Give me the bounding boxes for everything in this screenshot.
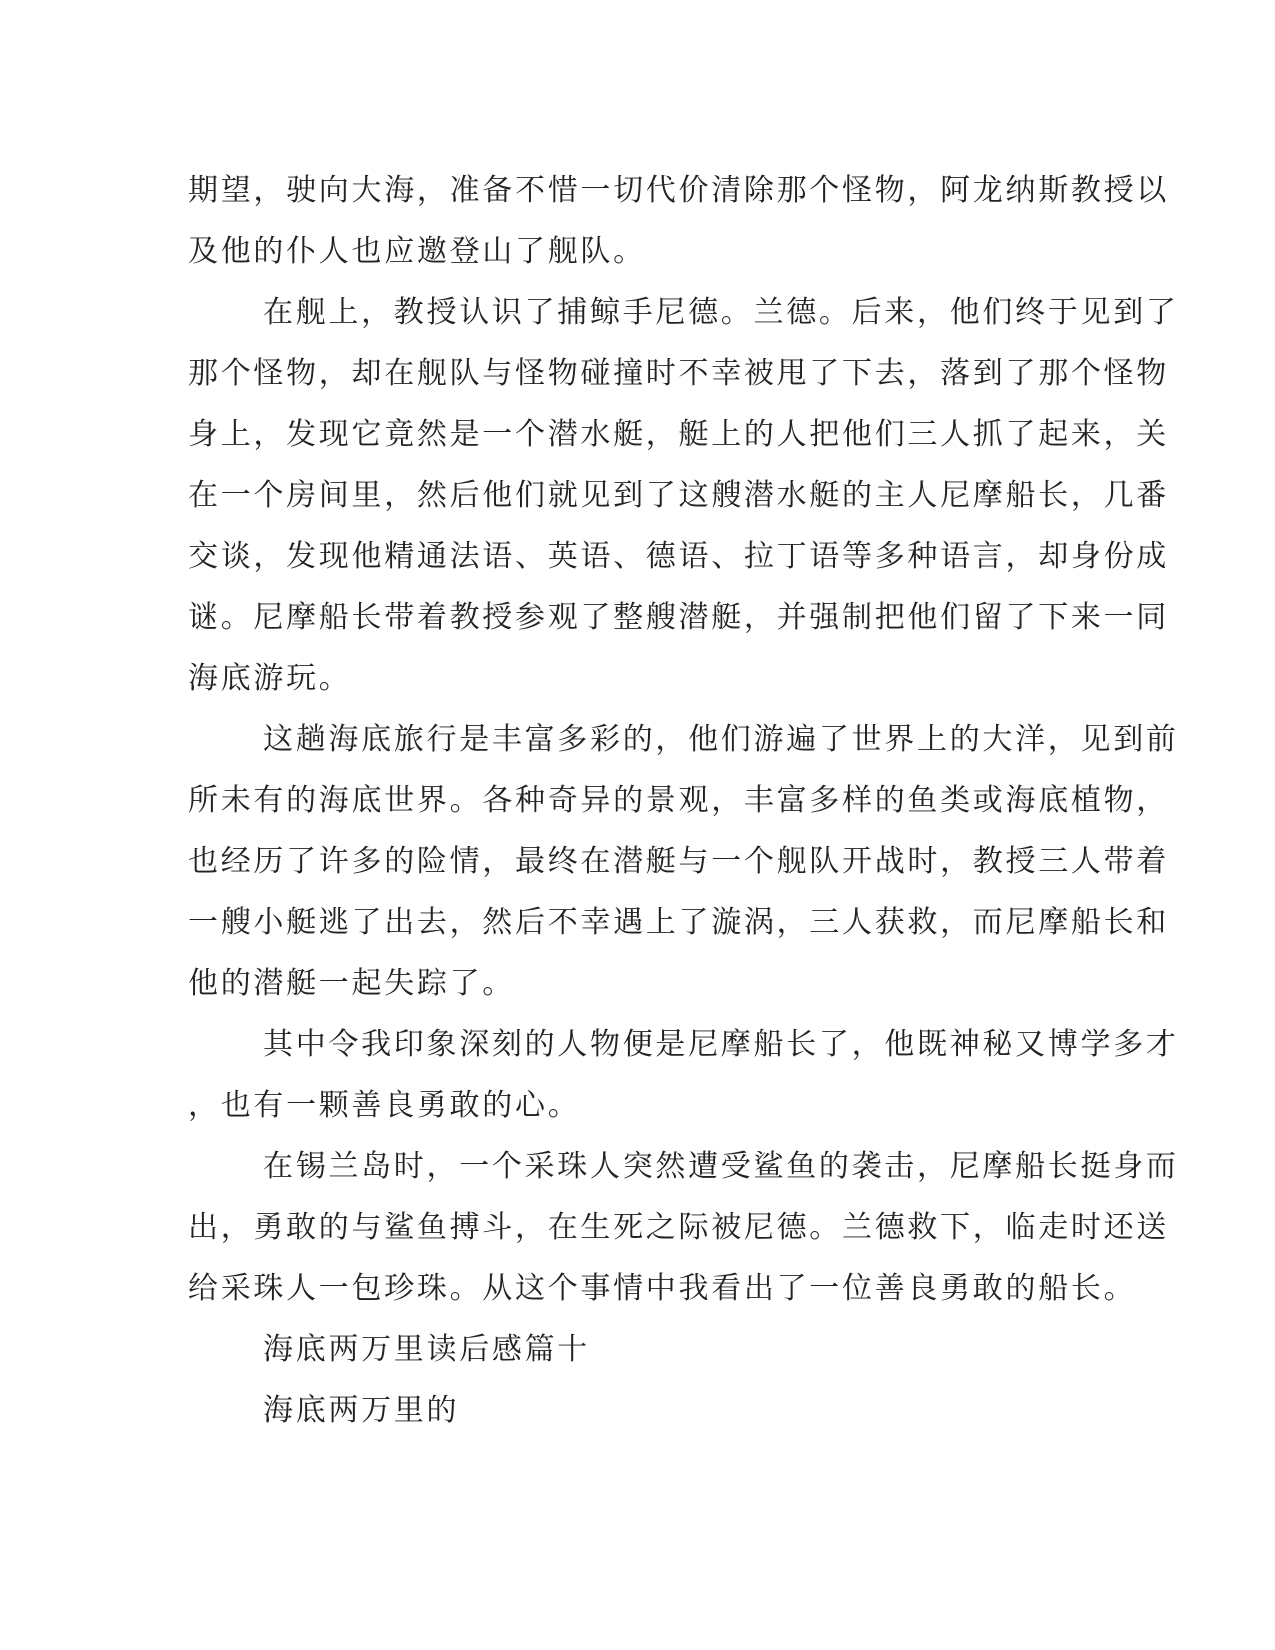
text-line: 这趟海底旅行是丰富多彩的，他们游遍了世界上的大洋，见到前 — [263, 722, 1179, 757]
paragraph-3 — [188, 709, 1179, 1014]
paragraph-5 — [188, 1136, 1179, 1319]
text-line: 及他的仆人也应邀登山了舰队。 — [188, 234, 646, 269]
text-line: 海底两万里的 — [263, 1393, 460, 1428]
text-line: 那个怪物，却在舰队与怪物碰撞时不幸被甩了下去，落到了那个怪物 — [188, 356, 1169, 391]
text-line: 一艘小艇逃了出去，然后不幸遇上了漩涡，三人获救，而尼摩船长和 — [188, 905, 1169, 940]
heading-line: 海底两万里读后感篇十 — [263, 1332, 590, 1367]
text-line: 身上，发现它竟然是一个潜水艇，艇上的人把他们三人抓了起来，关 — [188, 417, 1169, 452]
text-line: 其中令我印象深刻的人物便是尼摩船长了，他既神秘又博学多才 — [263, 1027, 1179, 1062]
text-line: 所未有的海底世界。各种奇异的景观，丰富多样的鱼类或海底植物， — [188, 783, 1169, 818]
text-line: 谜。尼摩船长带着教授参观了整艘潜艇，并强制把他们留了下来一同 — [188, 600, 1169, 635]
text-line: 在一个房间里，然后他们就见到了这艘潜水艇的主人尼摩船长，几番 — [188, 478, 1169, 513]
paragraph-4 — [188, 1014, 1179, 1136]
paragraph-2 — [188, 282, 1179, 709]
text-line: 期望，驶向大海，准备不惜一切代价清除那个怪物，阿龙纳斯教授以 — [188, 173, 1169, 208]
text-line: 海底游玩。 — [188, 661, 352, 696]
text-line: 在舰上，教授认识了捕鲸手尼德。兰德。后来，他们终于见到了 — [263, 295, 1179, 330]
text-line: 出，勇敢的与鲨鱼搏斗，在生死之际被尼德。兰德救下，临走时还送 — [188, 1210, 1169, 1245]
document-body — [188, 160, 1179, 1441]
section-heading — [188, 1319, 1088, 1380]
paragraph-7 — [188, 1380, 1088, 1441]
text-line: 在锡兰岛时，一个采珠人突然遭受鲨鱼的袭击，尼摩船长挺身而 — [263, 1149, 1179, 1184]
text-line: 也经历了许多的险情，最终在潜艇与一个舰队开战时，教授三人带着 — [188, 844, 1169, 879]
text-line: 交谈，发现他精通法语、英语、德语、拉丁语等多种语言，却身份成 — [188, 539, 1169, 574]
text-line: 他的潜艇一起失踪了。 — [188, 966, 515, 1001]
text-line: 给采珠人一包珍珠。从这个事情中我看出了一位善良勇敢的船长。 — [188, 1271, 1137, 1306]
text-line: ，也有一颗善良勇敢的心。 — [188, 1088, 581, 1123]
paragraph-1 — [188, 160, 1169, 282]
